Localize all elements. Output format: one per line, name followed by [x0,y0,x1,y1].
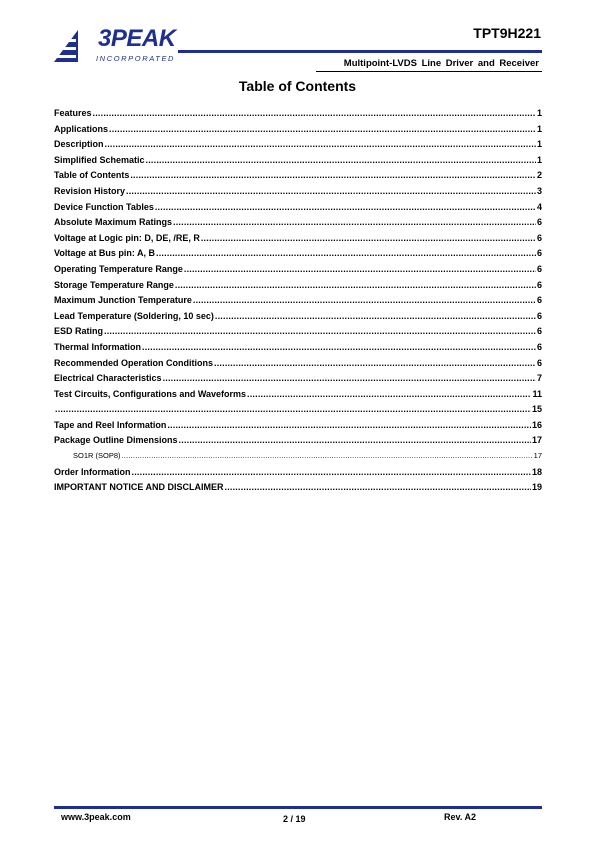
toc-entry[interactable] [54,139,542,155]
toc-dot-leader [163,373,536,383]
toc-entry[interactable] [54,155,542,171]
footer-website: www.3peak.com [61,812,131,822]
toc-entry-page: 7 [536,373,542,384]
toc-entry-label: Maximum Junction Temperature [54,295,192,306]
toc-entry-label: Revision History [54,185,126,196]
toc-entry[interactable] [54,264,542,280]
toc-entry-page: 6 [536,295,542,306]
toc-entry-label: Lead Temperature (Soldering, 10 sec) [54,310,214,321]
toc-dot-leader [179,435,531,445]
toc-entry[interactable] [54,233,542,249]
toc-entry-label: Test Circuits, Configurations and Waveforms [54,388,247,399]
toc-entry-page: 6 [536,232,542,243]
toc-dot-leader [122,451,533,460]
toc-entry-page: 6 [536,357,542,368]
toc-dot-leader [214,358,536,368]
toc-dot-leader [193,295,536,305]
toc-entry-label: Table of Contents [54,170,130,181]
toc-entry-page: 18 [531,466,542,477]
toc-entry-label: Thermal Information [54,341,142,352]
toc-dot-leader [132,467,531,477]
header-rule [316,71,542,72]
toc-entry-page: 6 [536,326,542,337]
toc-entry-label: Tape and Reel Information [54,419,167,430]
toc-entry-page: 1 [536,154,542,165]
toc-entry-page: 15 [531,404,542,415]
toc-entry[interactable] [54,373,542,389]
toc-dot-leader [175,280,536,290]
toc-entry-page: 11 [532,388,542,399]
toc-entry[interactable] [54,435,542,451]
toc-dot-leader [109,124,536,134]
toc-entry-label: SO1R (SOP8) [73,451,121,461]
toc-dot-leader [167,420,531,430]
toc-entry-page: 16 [531,419,542,430]
toc-entry[interactable] [54,108,542,124]
toc-entry-label: Electrical Characteristics [54,373,162,384]
toc-entry-page: 6 [536,310,542,321]
toc-entry-label: Description [54,139,104,150]
toc-entry-page: 6 [536,263,542,274]
toc-dot-leader [130,170,536,180]
toc-dot-leader [126,186,536,196]
toc-entry-label: Features [54,108,92,118]
header-divider [178,50,542,53]
toc-dot-leader [155,202,536,212]
footer-divider [54,806,542,809]
toc-entry[interactable] [54,280,542,296]
brand-tagline: INCORPORATED [96,54,176,63]
toc-dot-leader [105,139,536,149]
toc-dot-leader [247,389,531,399]
toc-dot-leader [184,264,536,274]
toc-entry-label: Storage Temperature Range [54,279,174,290]
toc-entry[interactable] [54,451,542,467]
toc-entry-page: 6 [536,217,542,228]
toc-entry-label: ESD Rating [54,326,104,337]
company-logo [52,25,182,66]
toc-entry-page: 6 [536,279,542,290]
toc-entry[interactable] [54,124,542,140]
toc-entry-label: Recommended Operation Conditions [54,357,214,368]
toc-entry[interactable] [54,295,542,311]
toc-entry[interactable] [54,404,542,420]
table-of-contents [54,108,542,498]
toc-entry[interactable] [54,358,542,374]
toc-entry-label: Absolute Maximum Ratings [54,217,173,228]
page-number: 2 / 19 [283,814,306,824]
toc-dot-leader [201,233,536,243]
toc-entry-page: 6 [536,248,542,259]
toc-entry-label: Package Outline Dimensions [54,435,178,446]
toc-entry-page: 1 [536,139,542,150]
toc-entry-page: 4 [536,201,542,212]
toc-entry[interactable] [54,248,542,264]
page-title: Table of Contents [238,78,357,94]
toc-entry-page: 3 [536,185,542,196]
toc-entry[interactable] [54,186,542,202]
toc-entry-label: IMPORTANT NOTICE AND DISCLAIMER [54,482,224,493]
brand-name: 3PEAK [98,25,176,52]
toc-dot-leader [215,311,536,321]
toc-entry[interactable] [54,467,542,483]
toc-entry-label: Voltage at Bus pin: A, B [54,248,156,259]
toc-dot-leader [225,482,531,492]
toc-entry[interactable] [54,217,542,233]
revision-label: Rev. A2 [444,812,477,822]
toc-entry-label: Device Function Tables [54,201,154,212]
toc-entry-label: Simplified Schematic [54,154,145,165]
toc-entry-page: 19 [531,482,542,493]
document-id: TPT9H221 [473,25,541,41]
toc-dot-leader [104,326,536,336]
toc-entry[interactable] [54,311,542,327]
toc-entry-label: Order Information [54,466,131,477]
peak-logo-icon [52,28,100,64]
toc-entry-label: Applications [54,123,109,134]
toc-entry[interactable] [54,170,542,186]
toc-entry-label: Voltage at Logic pin: D, DE, /RE, R [54,232,200,243]
document-subtitle: Multipoint-LVDS Line Driver and Receiver [343,58,539,69]
toc-entry[interactable] [54,326,542,342]
toc-entry-page: 17 [533,451,542,461]
toc-dot-leader [156,248,536,258]
toc-dot-leader [142,342,536,352]
toc-dot-leader [55,404,531,414]
toc-dot-leader [173,217,536,227]
toc-entry-page: 6 [536,341,542,352]
toc-entry-page: 2 [536,170,542,181]
toc-entry-page: 17 [531,435,542,446]
toc-entry-page: 1 [536,123,542,134]
toc-entry[interactable] [54,202,542,218]
toc-entry[interactable] [54,482,542,498]
toc-entry[interactable] [54,389,542,405]
toc-dot-leader [93,108,536,118]
toc-entry[interactable] [54,420,542,436]
toc-entry-page: 1 [536,108,542,118]
toc-entry[interactable] [54,342,542,358]
toc-entry-label: Operating Temperature Range [54,263,183,274]
toc-dot-leader [146,155,536,165]
